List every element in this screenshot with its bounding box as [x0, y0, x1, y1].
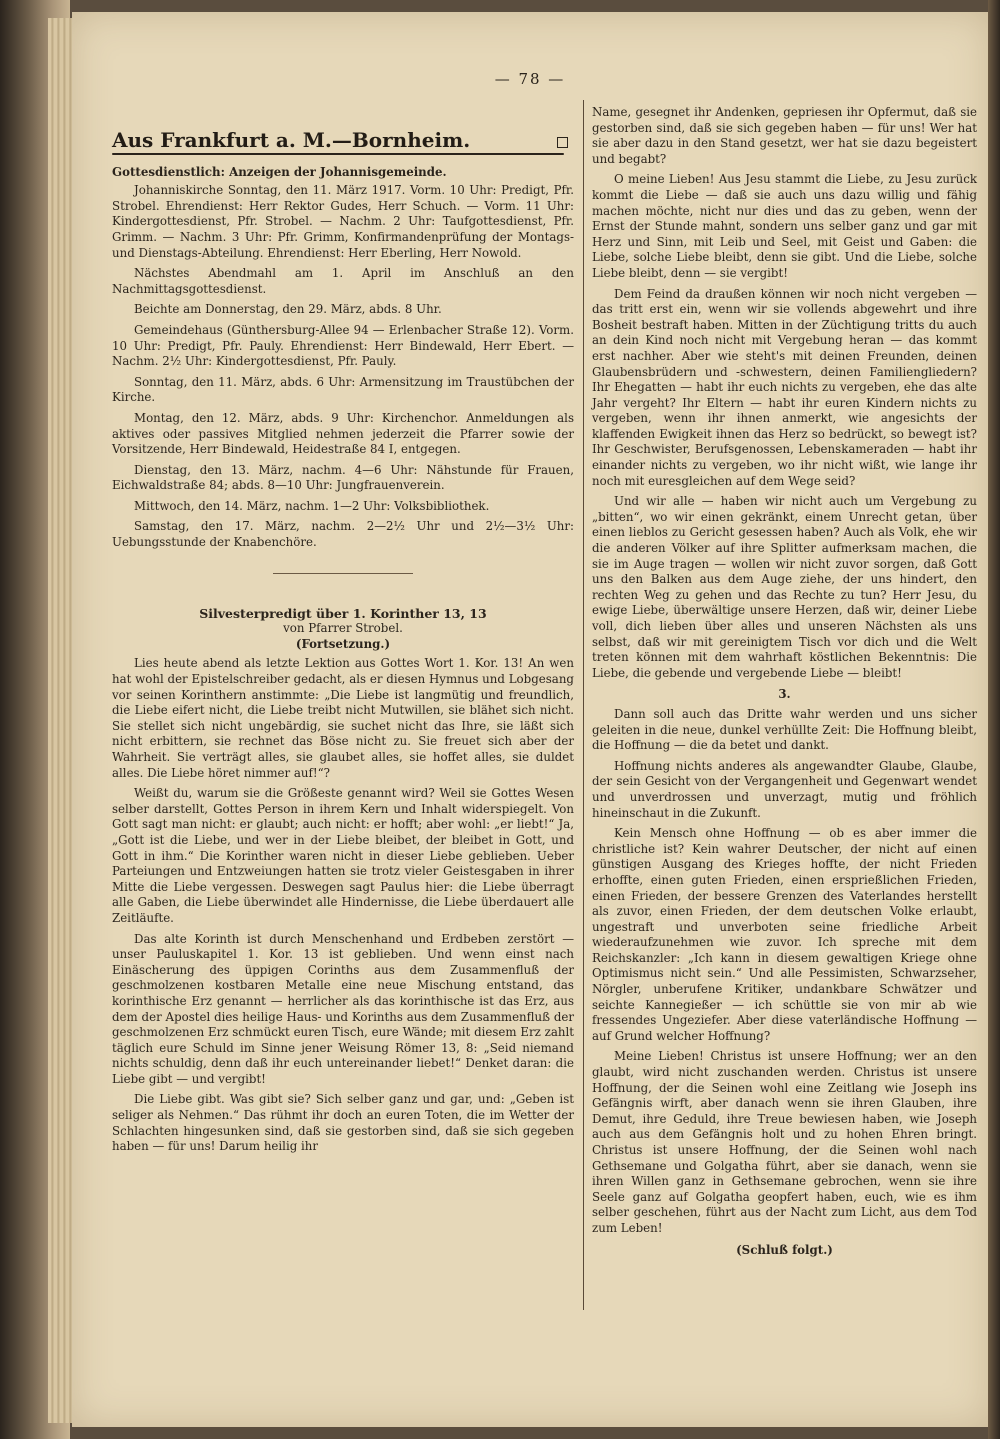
book-right-edge — [988, 0, 1000, 1439]
announcement-paragraph: Montag, den 12. März, abds. 9 Uhr: Kirchenchor. Anmeldungen als aktives oder passives Mitglied nehmen jederzeit die Pfarrer sowie der Vorsitzende, Herr Bindewald, Heidestraße 84 I, entgegen. — [112, 410, 574, 457]
sermon-title: Silvesterpredigt über 1. Korinther 13, 13 — [199, 605, 487, 621]
separator-rule — [273, 573, 413, 574]
title-rule — [112, 153, 564, 155]
column-divider — [583, 100, 584, 1310]
sermon-paragraph: Lies heute abend als letzte Lektion aus Gottes Wort 1. Kor. 13! An wen hat wohl der Epistelschreiber gedacht, als er diesen Hymnus und Lobgesang vor seinen Korinthern anstimmte: „Die Liebe ist langmütig und freundlich, die Liebe eifert nicht, die Liebe treibt nicht Mutwillen, sie blähet sich nicht. Sie stellet sich nicht ungebärdig, sie suchet nicht das Ihre, sie läßt sich nicht erbittern, sie rechnet das Böse nicht zu. Sie freuet sich aber der Wahrheit. Sie verträgt alles, sie glaubet alles, sie hoffet alles, sie duldet alles. Die Liebe höret nimmer auf!“? — [112, 656, 574, 780]
announcement-paragraph: Samstag, den 17. März, nachm. 2—2½ Uhr und 2½—3½ Uhr: Uebungsstunde der Knabenchöre. — [112, 519, 574, 550]
sermon-paragraph: Name, gesegnet ihr Andenken, gepriesen ihr Opfermut, daß sie gestorben sind, daß sie sich gegeben haben — für uns! Wer hat sie aber dazu in den Stand gesetzt, wer hat sie dazu begeistert und begabt? — [592, 105, 977, 166]
continuation-note: (Schluß folgt.) — [736, 1242, 833, 1257]
announcement-paragraph: Dienstag, den 13. März, nachm. 4—6 Uhr: Nähstunde für Frauen, Eichwaldstraße 84; abds. 8—10 Uhr: Jungfrauenverein. — [112, 462, 574, 493]
announcement-paragraph: Beichte am Donnerstag, den 29. März, abds. 8 Uhr. — [134, 302, 442, 317]
announcements-heading: Gottesdienstlich: Anzeigen der Johannisgemeinde. — [112, 164, 447, 179]
sermon-paragraph: Kein Mensch ohne Hoffnung — ob es aber immer die christliche ist? Kein wahrer Deutscher, der nicht auf einen günstigen Ausgang des Krieges hoffte, der nicht Frieden erhoffte, einen guten Frieden, einen ersprießlichen Frieden, einen Frieden, der bessere Grenzen des Vaterlandes herstellt als zuvor, einen Frieden, der dem deutschen Volke erlaubt, ungestraft und unverboten seine friedliche Arbeit wiederaufzunehmen wie zuvor. Ich spreche mit dem Reichskanzler: „Ich kann in diesem gewaltigen Kriege ohne Optimismus nicht sein.“ Und alle Pessimisten, Schwarzseher, Nörgler, unberufene Kritiker, undankbare Schwätzer und seichte Kannegießer — ich schüttle sie von mir ab wie fressendes Ungeziefer. Aber diese vaterländische Hoffnung — auf Grund welcher Hoffnung? — [592, 826, 977, 1043]
sermon-paragraph: Das alte Korinth ist durch Menschenhand und Erdbeben zerstört — unser Pauluskapitel 1. Kor. 13 ist geblieben. Und wenn einst nach Einäscherung des üppigen Corinths aus dem Zusammenfluß der geschmolzenen kostbaren Metalle eine neue Mischung entstand, das korinthische Erz genannt — herrlicher als das korinthische ist das Erz, aus dem der Apostel dies heilige Haus- und Korinths aus dem Zusammenfluß der geschmolzenen Erz schmückt euren Tisch, eure Wände; mit diesem Erz zahlt täglich eure Schuld im Sinne jener Weisung Römer 13, 8: „Seid niemand nichts schuldig, denn daß ihr euch untereinander liebet!“ Denket daran: die Liebe gibt — und vergibt! — [112, 931, 574, 1086]
section-number: 3. — [778, 687, 791, 702]
sermon-paragraph: Weißt du, warum sie die Größeste genannt wird? Weil sie Gottes Wesen selber darstellt, Gottes Person in ihrem Kern und Inhalt widerspiegelt. Von Gott sagt man nicht: er glaubt; auch nicht: er hofft; aber wohl: „er liebt!“ Ja, „Gott ist die Liebe, und wer in der Liebe bleibet, der bleibet in Gott, und Gott in ihm.“ Die Korinther waren nicht in dieser Liebe geblieben. Ueber Parteiungen und Entzweiungen hatten sie trotz vieler Geistesgaben in ihrer Mitte die Liebe vergessen. Deswegen sagt Paulus hier: die Liebe überragt alle Gaben, die Liebe überwindet alle Hindernisse, die Liebe überdauert alle Zeitläufte. — [112, 786, 574, 925]
section-title — [112, 128, 574, 152]
announcement-paragraph: Mittwoch, den 14. März, nachm. 1—2 Uhr: Volksbibliothek. — [134, 498, 490, 513]
announcement-paragraph: Nächstes Abendmahl am 1. April im Anschluß an den Nachmittagsgottesdienst. — [112, 266, 574, 296]
sermon-continuation: (Fortsetzung.) — [295, 636, 391, 651]
sermon-paragraph: Dem Feind da draußen können wir noch nicht vergeben — das tritt erst ein, wenn wir sie vollends abgewehrt und ihre Bosheit bestraft haben. Mitten in der Züchtigung tritts du auch an dein Kind noch nicht mit Vergebung heran — das kommt erst nachher. Aber wie steht's mit deinen Freunden, deinen Glaubensbrüdern und -schwestern, deinen Familiengliedern? Ihr Ehegatten — habt ihr euch nichts zu vergeben, ehe das alte Jahr vergeht? Ihr Eltern — habt ihr euren Kindern nichts zu vergeben, wenn ihr ihnen anmerkt, wie angesichts der klaffenden Ewigkeit ihnen das Herz so bedrückt, so bewegt ist? Ihr Geschwister, Berufsgenossen, Lebenskameraden — habt ihr einander nichts zu vergeben, wo ihr nicht wißt, wie lange ihr noch mit euresgleichen auf dem Wege seid? — [592, 286, 977, 488]
page-number: — 78 — — [494, 70, 566, 88]
sermon-paragraph: Und wir alle — haben wir nicht auch um Vergebung zu „bitten“, wo wir einen gekränkt, einem Unrecht getan, über einen lieblos zu Gericht gesessen haben? Auch als Volk, ehe wir die anderen Völker auf ihre Splitter aufmerksam machen, die sie im Auge tragen — wollen wir nicht zuvor sorgen, daß Gott uns den Balken aus dem Auge ziehe, der uns hindert, den rechten Weg zu gehen und das Rechte zu tun? Herr Jesu, du ewige Liebe, überwältige unsere Herzen, daß wir, deiner Liebe voll, dich lieben über alles und unseren Nächsten als uns selbst, daß wir mit gereinigtem Tisch vor dich und die Welt treten können mit dem wahrhaft köstlichen Bekenntnis: Die Liebe, die gebende und vergebende Liebe — bleibt! — [592, 494, 977, 680]
sermon-paragraph: Hoffnung nichts anderes als angewandter Glaube, Glaube, der sein Gesicht von der Vergangenheit und Gegenwart wendet und unverdrossen und unverzagt, mutig und fröhlich hineinschaut in die Zukunft. — [592, 758, 977, 820]
announcement-paragraph: Sonntag, den 11. März, abds. 6 Uhr: Armensitzung im Traustübchen der Kirche. — [112, 374, 574, 405]
section-title-text: Aus Frankfurt a. M.—Bornheim. — [112, 128, 471, 152]
sermon-paragraph: Die Liebe gibt. Was gibt sie? Sich selber ganz und gar, und: „Geben ist seliger als Nehmen.“ Das rühmt ihr doch an euren Toten, die im Wetter der Schlachten hingesunken sind, daß sie gestorben sind, daß sie sich gegeben haben — für uns! Darum heilig ihr — [112, 1092, 574, 1154]
right-column — [592, 105, 977, 1258]
sermon-paragraph: O meine Lieben! Aus Jesu stammt die Liebe, zu Jesu zurück kommt die Liebe — daß sie auch uns dazu willig und fähig machen möchte, nicht nur dies und das zu geben, wenn der Ernst der Stunde mahnt, sondern uns selber ganz und gar mit Herz und Sinn, mit Leib und Seel, mit Geist und Gaben: die Liebe, solche Liebe bleibt, denn sie gibt. Und die Liebe, solche Liebe bleibt, denn — sie vergibt! — [592, 172, 977, 280]
announcement-paragraph: Gemeindehaus (Günthersburg-Allee 94 — Erlenbacher Straße 12). Vorm. 10 Uhr: Predigt, Pfr. Pauly. Ehrendienst: Herr Bindewald, Herr Ebert. — Nachm. 2½ Uhr: Kindergottesdienst, Pfr. Pauly. — [112, 322, 574, 369]
sermon-paragraph: Meine Lieben! Christus ist unsere Hoffnung; wer an den glaubt, wird nicht zuschanden werden. Christus ist unsere Hoffnung, der die Seinen wohl eine Zeitlang wie Joseph ins Gefängnis wirft, aber danach wenn sie ihren Glauben, ihre Demut, ihre Geduld, ihre Treue bewiesen haben, wie Joseph auch aus dem Gefängnis holt und zu hohen Ehren bringt. Christus ist unsere Hoffnung, der die Seinen wohl nach Gethsemane und Golgatha führt, aber sie danach, wenn sie ihren Willen ganz in Gethsemane gebrochen, wenn sie ihre Seele ganz auf Golgatha geopfert haben, euch, wie es ihm selber geschehen, führt aus der Nacht zum Licht, aus dem Tod zum Leben! — [592, 1049, 977, 1235]
sermon-author: von Pfarrer Strobel. — [283, 621, 403, 636]
left-column — [112, 105, 574, 1160]
announcement-paragraph: Johanniskirche Sonntag, den 11. März 1917. Vorm. 10 Uhr: Predigt, Pfr. Strobel. Ehrendienst: Herr Rektor Gudes, Herr Schuch. — Vorm. 11 Uhr: Kindergottesdienst, Pfr. Strobel. — Nachm. 2 Uhr: Taufgottesdienst, Pfr. Grimm. — Nachm. 3 Uhr: Pfr. Grimm, Konfirmandenprüfung der Montags- und Dienstags-Abteilung. Ehrendienst: Herr Eberling, Herr Nowold. — [112, 183, 574, 260]
sermon-paragraph: Dann soll auch das Dritte wahr werden und uns sicher geleiten in die neue, dunkel verhüllte Zeit: Die Hoffnung bleibt, die Hoffnung — die da betet und dankt. — [592, 706, 977, 753]
square-ornament-icon — [557, 137, 568, 148]
